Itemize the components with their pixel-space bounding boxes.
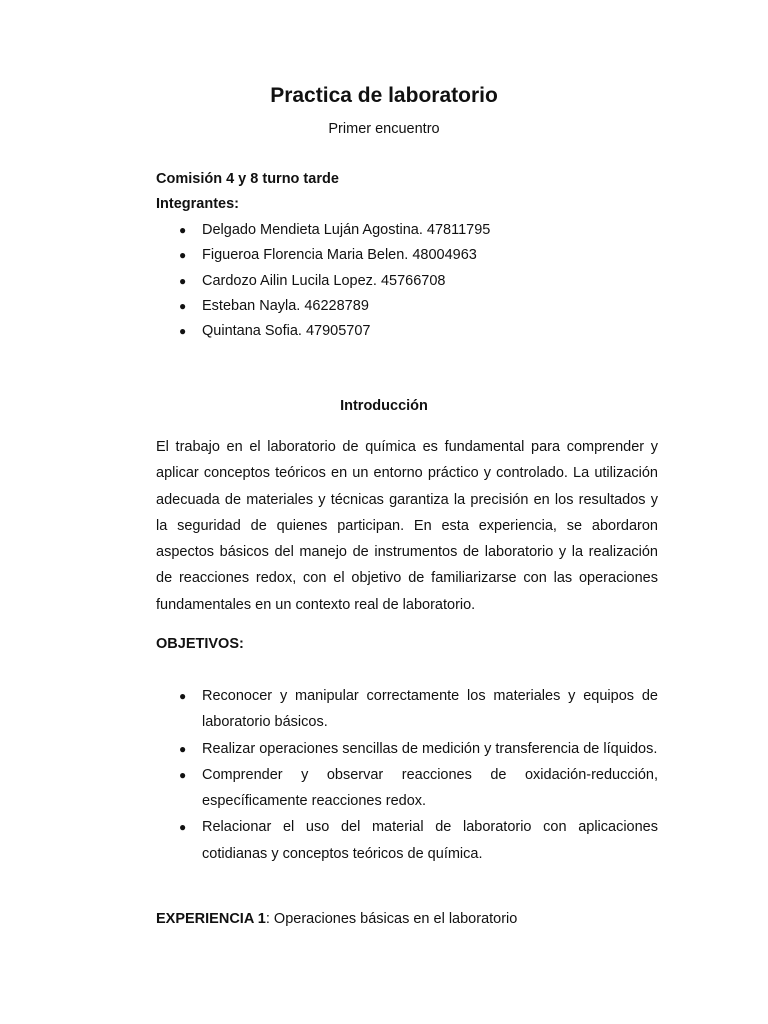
list-item xyxy=(156,736,658,762)
member-name: Cardozo Ailin Lucila Lopez. 45766708 xyxy=(202,272,446,289)
list-item xyxy=(156,762,658,815)
document-title: Practica de laboratorio xyxy=(270,84,498,107)
bullet-icon: ● xyxy=(179,248,187,263)
document-subtitle: Primer encuentro xyxy=(328,121,440,137)
objectives-heading: OBJETIVOS: xyxy=(156,636,244,652)
list-item xyxy=(156,294,490,319)
members-label: Integrantes: xyxy=(156,196,239,212)
list-item xyxy=(156,814,658,867)
experience-heading xyxy=(156,911,517,927)
bullet-icon: ● xyxy=(179,820,187,835)
bullet-icon: ● xyxy=(179,689,187,703)
member-name: Figueroa Florencia Maria Belen. 48004963 xyxy=(202,247,477,264)
bullet-icon: ● xyxy=(179,767,187,782)
member-name: Delgado Mendieta Luján Agostina. 47811795 xyxy=(202,222,491,238)
objective-text: Reconocer y manipular correctamente los materiales y equipos de laboratorio básicos. xyxy=(202,688,658,731)
member-name: Esteban Nayla. 46228789 xyxy=(202,297,369,314)
bullet-icon: ● xyxy=(179,298,187,313)
objective-text: Relacionar el uso del material de laboratorio con aplicaciones cotidianas y conceptos teóricos de química. xyxy=(202,819,658,862)
list-item xyxy=(156,683,658,736)
bullet-icon: ● xyxy=(179,273,187,288)
member-name: Quintana Sofia. 47905707 xyxy=(202,323,371,340)
objective-text: Comprender y observar reacciones de oxidación-reducción, específicamente reacciones redox. xyxy=(202,766,658,810)
list-item xyxy=(156,218,490,243)
list-item xyxy=(156,243,490,268)
bullet-icon: ● xyxy=(179,324,187,339)
experience-text: : Operaciones básicas en el laboratorio xyxy=(265,911,518,927)
bullet-icon: ● xyxy=(179,223,187,237)
experience-label: EXPERIENCIA 1 xyxy=(156,911,266,927)
commission-label: Comisión 4 y 8 turno tarde xyxy=(156,171,339,187)
objective-text: Realizar operaciones sencillas de medición y transferencia de líquidos. xyxy=(202,740,658,757)
bullet-icon: ● xyxy=(179,741,187,756)
members-list xyxy=(156,218,490,344)
introduction-paragraph: El trabajo en el laboratorio de química es fundamental para comprender y aplicar conceptos teóricos en un entorno práctico y controlado. La utilización adecuada de materiales y técnicas garantiza la precisión en los resultados y la seguridad de quienes participan. En esta experiencia, se abordaron aspectos básicos del manejo de instrumentos de laboratorio y la realización de reacciones redox, con el objetivo de familiarizarse con las operaciones fundamentales en un contexto real de laboratorio. xyxy=(156,439,658,613)
list-item xyxy=(156,269,490,294)
objectives-list xyxy=(156,683,658,867)
introduction-heading: Introducción xyxy=(340,398,428,414)
list-item xyxy=(156,319,490,344)
